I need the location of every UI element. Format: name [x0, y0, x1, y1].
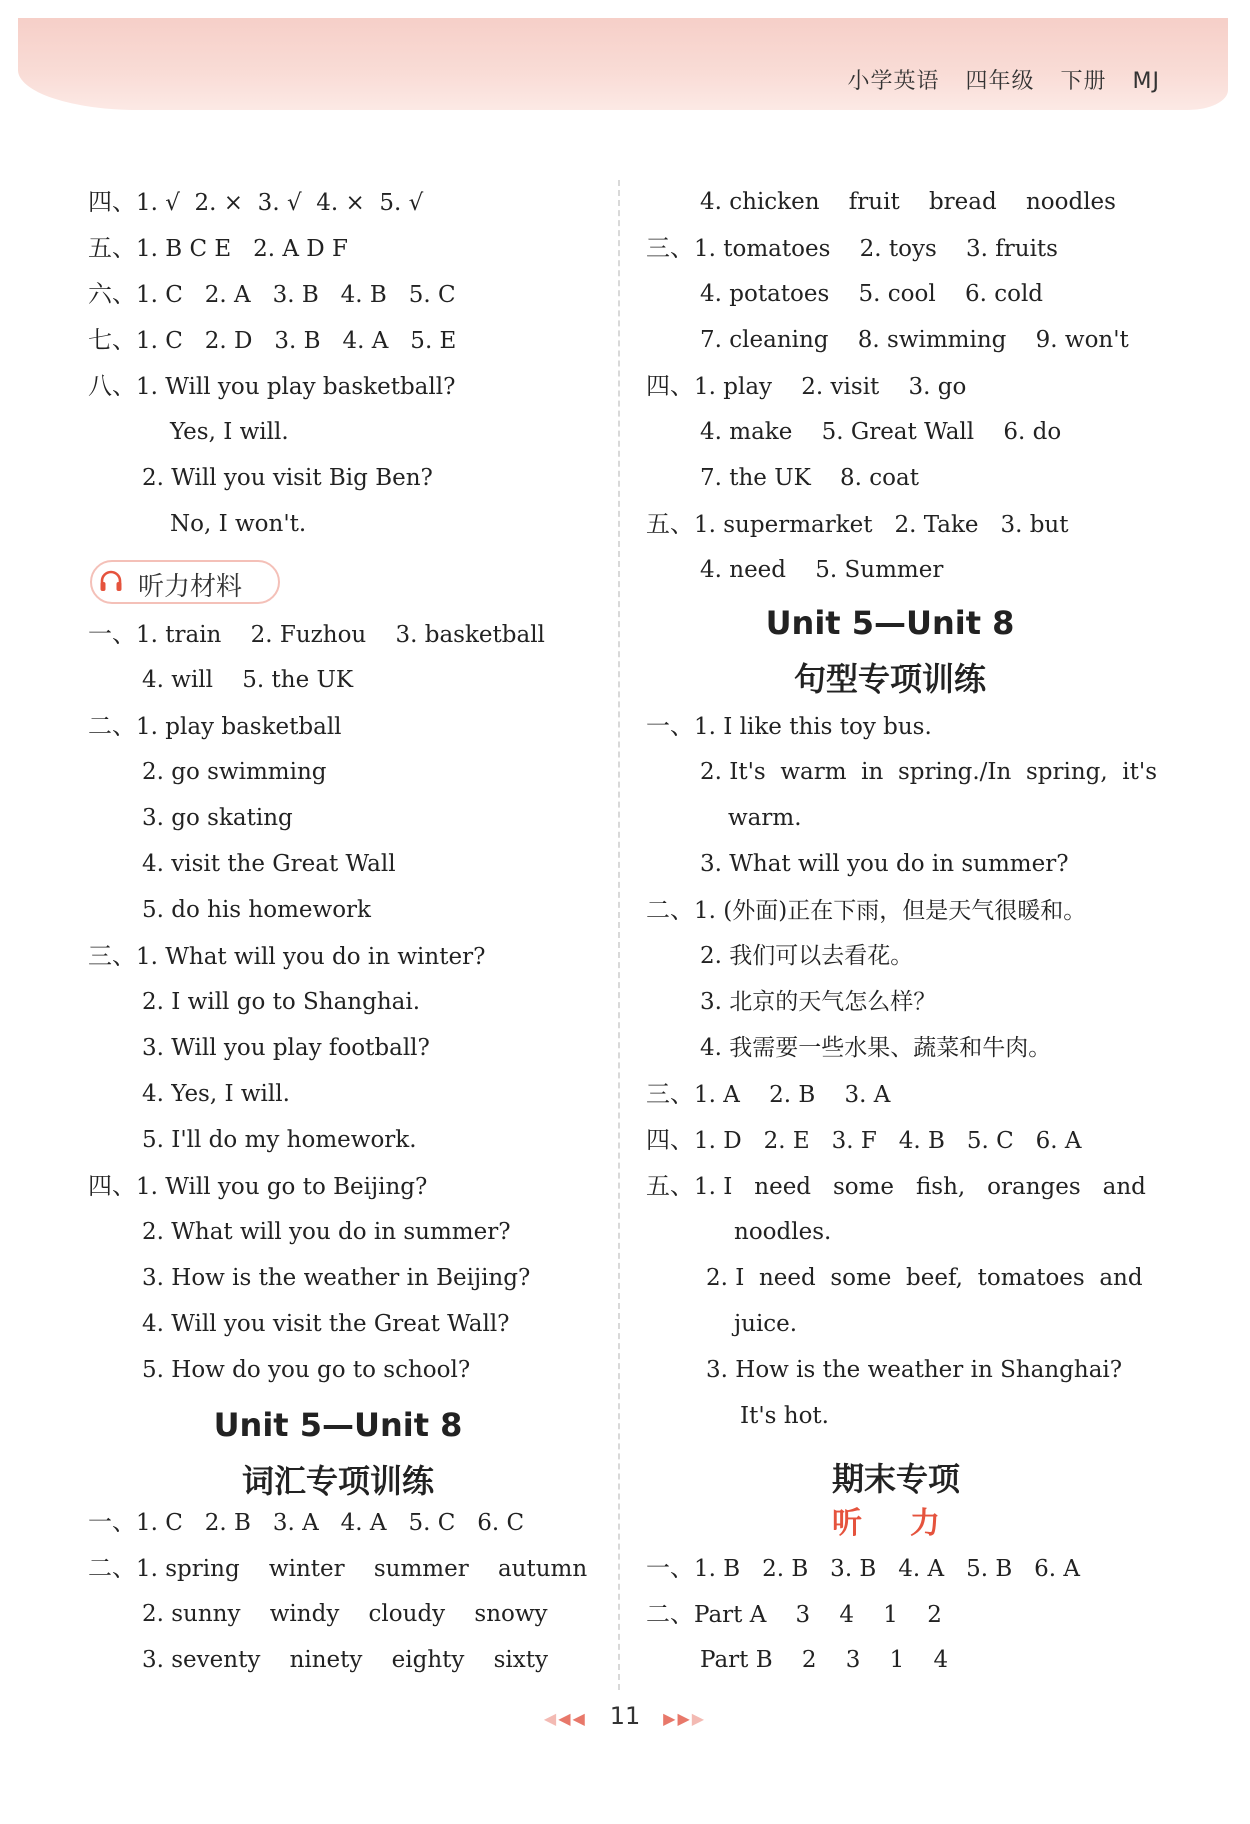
answer-text: 1. B C E 2. A D F [136, 236, 348, 262]
answer-line [728, 802, 802, 834]
answer-line [646, 1078, 890, 1111]
section-marker: 三、 [646, 234, 694, 262]
next-arrows-icon: ▶▶ [663, 1709, 692, 1728]
answer-text: 3. How is the weather in Shanghai? [706, 1357, 1123, 1383]
section-marker: 五、 [88, 234, 136, 262]
page-number: 11 [609, 1702, 641, 1730]
section-marker: 七、 [88, 326, 136, 354]
listening-material-tag [90, 560, 280, 604]
section-marker: 五、 [646, 1172, 694, 1200]
answer-line [88, 618, 545, 651]
answer-text: 3. 北京的天气怎么样？ [700, 989, 937, 1015]
answer-text: Part B 2 3 1 4 [700, 1647, 949, 1673]
section-marker: 四、 [88, 1172, 136, 1200]
answer-line [88, 278, 456, 311]
answer-text: 1. supermarket 2. Take 3. but [694, 512, 1069, 538]
answer-line [142, 1262, 530, 1294]
answer-line [142, 462, 433, 494]
answer-line [700, 756, 1157, 788]
answer-text: 5. How do you go to school? [142, 1357, 471, 1383]
answer-text: 1. train 2. Fuzhou 3. basketball [136, 622, 545, 648]
answer-text: 2. 我们可以去看花。 [700, 943, 914, 969]
answer-text: 4. Yes, I will. [142, 1081, 290, 1107]
section-marker: 二、 [646, 1600, 694, 1628]
answer-text: 1. play basketball [136, 714, 342, 740]
unit-heading-left: Unit 5—Unit 8 [213, 1406, 463, 1444]
answer-text: 1. C 2. D 3. B 4. A 5. E [136, 328, 457, 354]
answer-line [700, 186, 1116, 218]
headphones-icon [98, 568, 124, 594]
answer-line [740, 1400, 829, 1432]
answer-line [142, 848, 396, 880]
answer-text: 1. Will you go to Beijing? [136, 1174, 428, 1200]
answer-line [88, 710, 342, 743]
answer-text: 4. will 5. the UK [142, 667, 354, 693]
answer-line [700, 940, 913, 972]
answer-text: 4. need 5. Summer [700, 557, 944, 583]
answer-text: 1. A 2. B 3. A [694, 1082, 891, 1108]
answer-line [142, 1124, 417, 1156]
section-marker: 四、 [646, 372, 694, 400]
answer-text: 1. play 2. visit 3. go [694, 374, 967, 400]
prev-arrows-icon: ◀ [543, 1709, 559, 1728]
answer-text: It's hot. [740, 1403, 829, 1429]
answer-line [646, 370, 966, 403]
answer-text: 2. Will you visit Big Ben? [142, 465, 433, 491]
answer-text: 3. go skating [142, 805, 293, 831]
section-marker: 一、 [646, 1554, 694, 1582]
answer-text: 1. I need some fish, oranges and [694, 1174, 1146, 1200]
answer-text: 1. I like this toy bus. [694, 714, 932, 740]
answer-text: warm. [728, 805, 802, 831]
vocabulary-training-heading: 词汇专项训练 [241, 1462, 434, 1500]
unit-heading-right: Unit 5—Unit 8 [765, 604, 1015, 642]
answer-line [700, 416, 1061, 448]
answer-text: 1. What will you do in winter? [136, 944, 486, 970]
grade: 四年级 [965, 69, 1035, 94]
answer-line [646, 1598, 942, 1631]
answer-text: 2. sunny windy cloudy snowy [142, 1601, 548, 1627]
section-marker: 四、 [88, 188, 136, 216]
answer-line [734, 1308, 797, 1340]
answer-text: 1. tomatoes 2. toys 3. fruits [694, 236, 1058, 262]
answer-line [700, 1644, 948, 1676]
answer-text: 2. go swimming [142, 759, 327, 785]
answer-text: 1. spring winter summer autumn [136, 1556, 588, 1582]
answer-text: 4. potatoes 5. cool 6. cold [700, 281, 1044, 307]
answer-text: noodles. [734, 1219, 832, 1245]
answer-text: 5. do his homework [142, 897, 371, 923]
section-marker: 三、 [88, 942, 136, 970]
answer-text: 7. the UK 8. coat [700, 465, 919, 491]
answer-line [142, 756, 327, 788]
answer-text: 4. chicken fruit bread noodles [700, 189, 1116, 215]
subject: 小学英语 [847, 69, 940, 94]
answer-line [700, 462, 919, 494]
answer-line [142, 802, 293, 834]
edition: MJ [1132, 69, 1160, 94]
answer-line [700, 554, 943, 586]
answer-text: 3. Will you play football? [142, 1035, 430, 1061]
answer-line [700, 278, 1043, 310]
final-special-heading: 期末专项 [831, 1460, 960, 1498]
answer-text: Part A 3 4 1 2 [694, 1602, 942, 1628]
section-marker: 一、 [88, 1508, 136, 1536]
answer-text: 4. make 5. Great Wall 6. do [700, 419, 1062, 445]
answer-line [734, 1216, 831, 1248]
section-marker: 二、 [646, 896, 694, 924]
answer-line [646, 894, 1086, 927]
answer-line [706, 1354, 1122, 1386]
section-marker: 一、 [646, 712, 694, 740]
answer-text: 2. I need some beef, tomatoes and [706, 1265, 1143, 1291]
answer-text: 2. It's warm in spring./In spring, it's [700, 759, 1158, 785]
section-marker: 二、 [88, 1554, 136, 1582]
answer-text: 1. C 2. A 3. B 4. B 5. C [136, 282, 456, 308]
answer-text: 7. cleaning 8. swimming 9. won't [700, 327, 1129, 353]
answer-line [170, 416, 289, 448]
answer-line [142, 1216, 511, 1248]
answer-line [88, 1506, 524, 1539]
answer-text: 1. C 2. B 3. A 4. A 5. C 6. C [136, 1510, 525, 1536]
answer-text: 2. I will go to Shanghai. [142, 989, 421, 1015]
answer-line [142, 1078, 290, 1110]
answer-text: 3. seventy ninety eighty sixty [142, 1647, 548, 1673]
page-footer: ◀◀◀ 11 ▶▶▶ [543, 1702, 707, 1730]
answer-line [88, 324, 456, 357]
answer-text: 2. What will you do in summer? [142, 1219, 511, 1245]
answer-line [88, 1552, 587, 1585]
answer-line [646, 1170, 1146, 1203]
term: 下册 [1060, 69, 1107, 94]
answer-line [646, 1124, 1082, 1157]
answer-line [646, 232, 1058, 265]
answer-line [142, 1308, 510, 1340]
answer-text: 1. B 2. B 3. B 4. A 5. B 6. A [694, 1556, 1081, 1582]
answer-text: 4. 我需要一些水果、蔬菜和牛肉。 [700, 1035, 1052, 1061]
listening-material-label: 听力材料 [138, 572, 243, 602]
answer-line [142, 894, 371, 926]
answer-text: No, I won't. [170, 511, 307, 537]
answer-line [142, 1354, 470, 1386]
section-marker: 六、 [88, 280, 136, 308]
answer-line [700, 324, 1129, 356]
answer-line [700, 1032, 1051, 1064]
section-marker: 三、 [646, 1080, 694, 1108]
answer-line [646, 1552, 1080, 1585]
answer-line [142, 664, 353, 696]
answer-line [88, 940, 485, 973]
answer-text: 1. D 2. E 3. F 4. B 5. C 6. A [694, 1128, 1082, 1154]
section-marker: 五、 [646, 510, 694, 538]
answer-line [700, 848, 1069, 880]
answer-text: 1. (外面)正在下雨，但是天气很暖和。 [694, 898, 1087, 924]
sentence-training-heading: 句型专项训练 [793, 660, 986, 698]
answer-text: 3. How is the weather in Beijing? [142, 1265, 531, 1291]
answer-line [88, 232, 348, 265]
answer-text: 4. Will you visit the Great Wall? [142, 1311, 510, 1337]
answer-line [706, 1262, 1143, 1294]
answer-text: 4. visit the Great Wall [142, 851, 396, 877]
section-marker: 四、 [646, 1126, 694, 1154]
answer-line [646, 710, 932, 743]
answer-line [170, 508, 306, 540]
column-divider [618, 180, 620, 1690]
answer-text: 5. I'll do my homework. [142, 1127, 417, 1153]
answer-text: 1. Will you play basketball? [136, 374, 456, 400]
answer-line [142, 1598, 548, 1630]
answer-text: juice. [734, 1311, 798, 1337]
listening-section-label: 听力 [832, 1506, 988, 1541]
answer-line [88, 186, 423, 219]
answer-text: 3. What will you do in summer? [700, 851, 1069, 877]
answer-line [88, 1170, 427, 1203]
answer-line [646, 508, 1068, 541]
answer-text: 1. √ 2. × 3. √ 4. × 5. √ [136, 190, 424, 216]
section-marker: 二、 [88, 712, 136, 740]
answer-text: Yes, I will. [170, 419, 289, 445]
answer-line [88, 370, 455, 403]
answer-line [142, 1644, 548, 1676]
answer-line [142, 986, 420, 1018]
section-marker: 八、 [88, 372, 136, 400]
section-marker: 一、 [88, 620, 136, 648]
book-info [829, 64, 1160, 95]
answer-line [142, 1032, 430, 1064]
answer-line [700, 986, 936, 1018]
